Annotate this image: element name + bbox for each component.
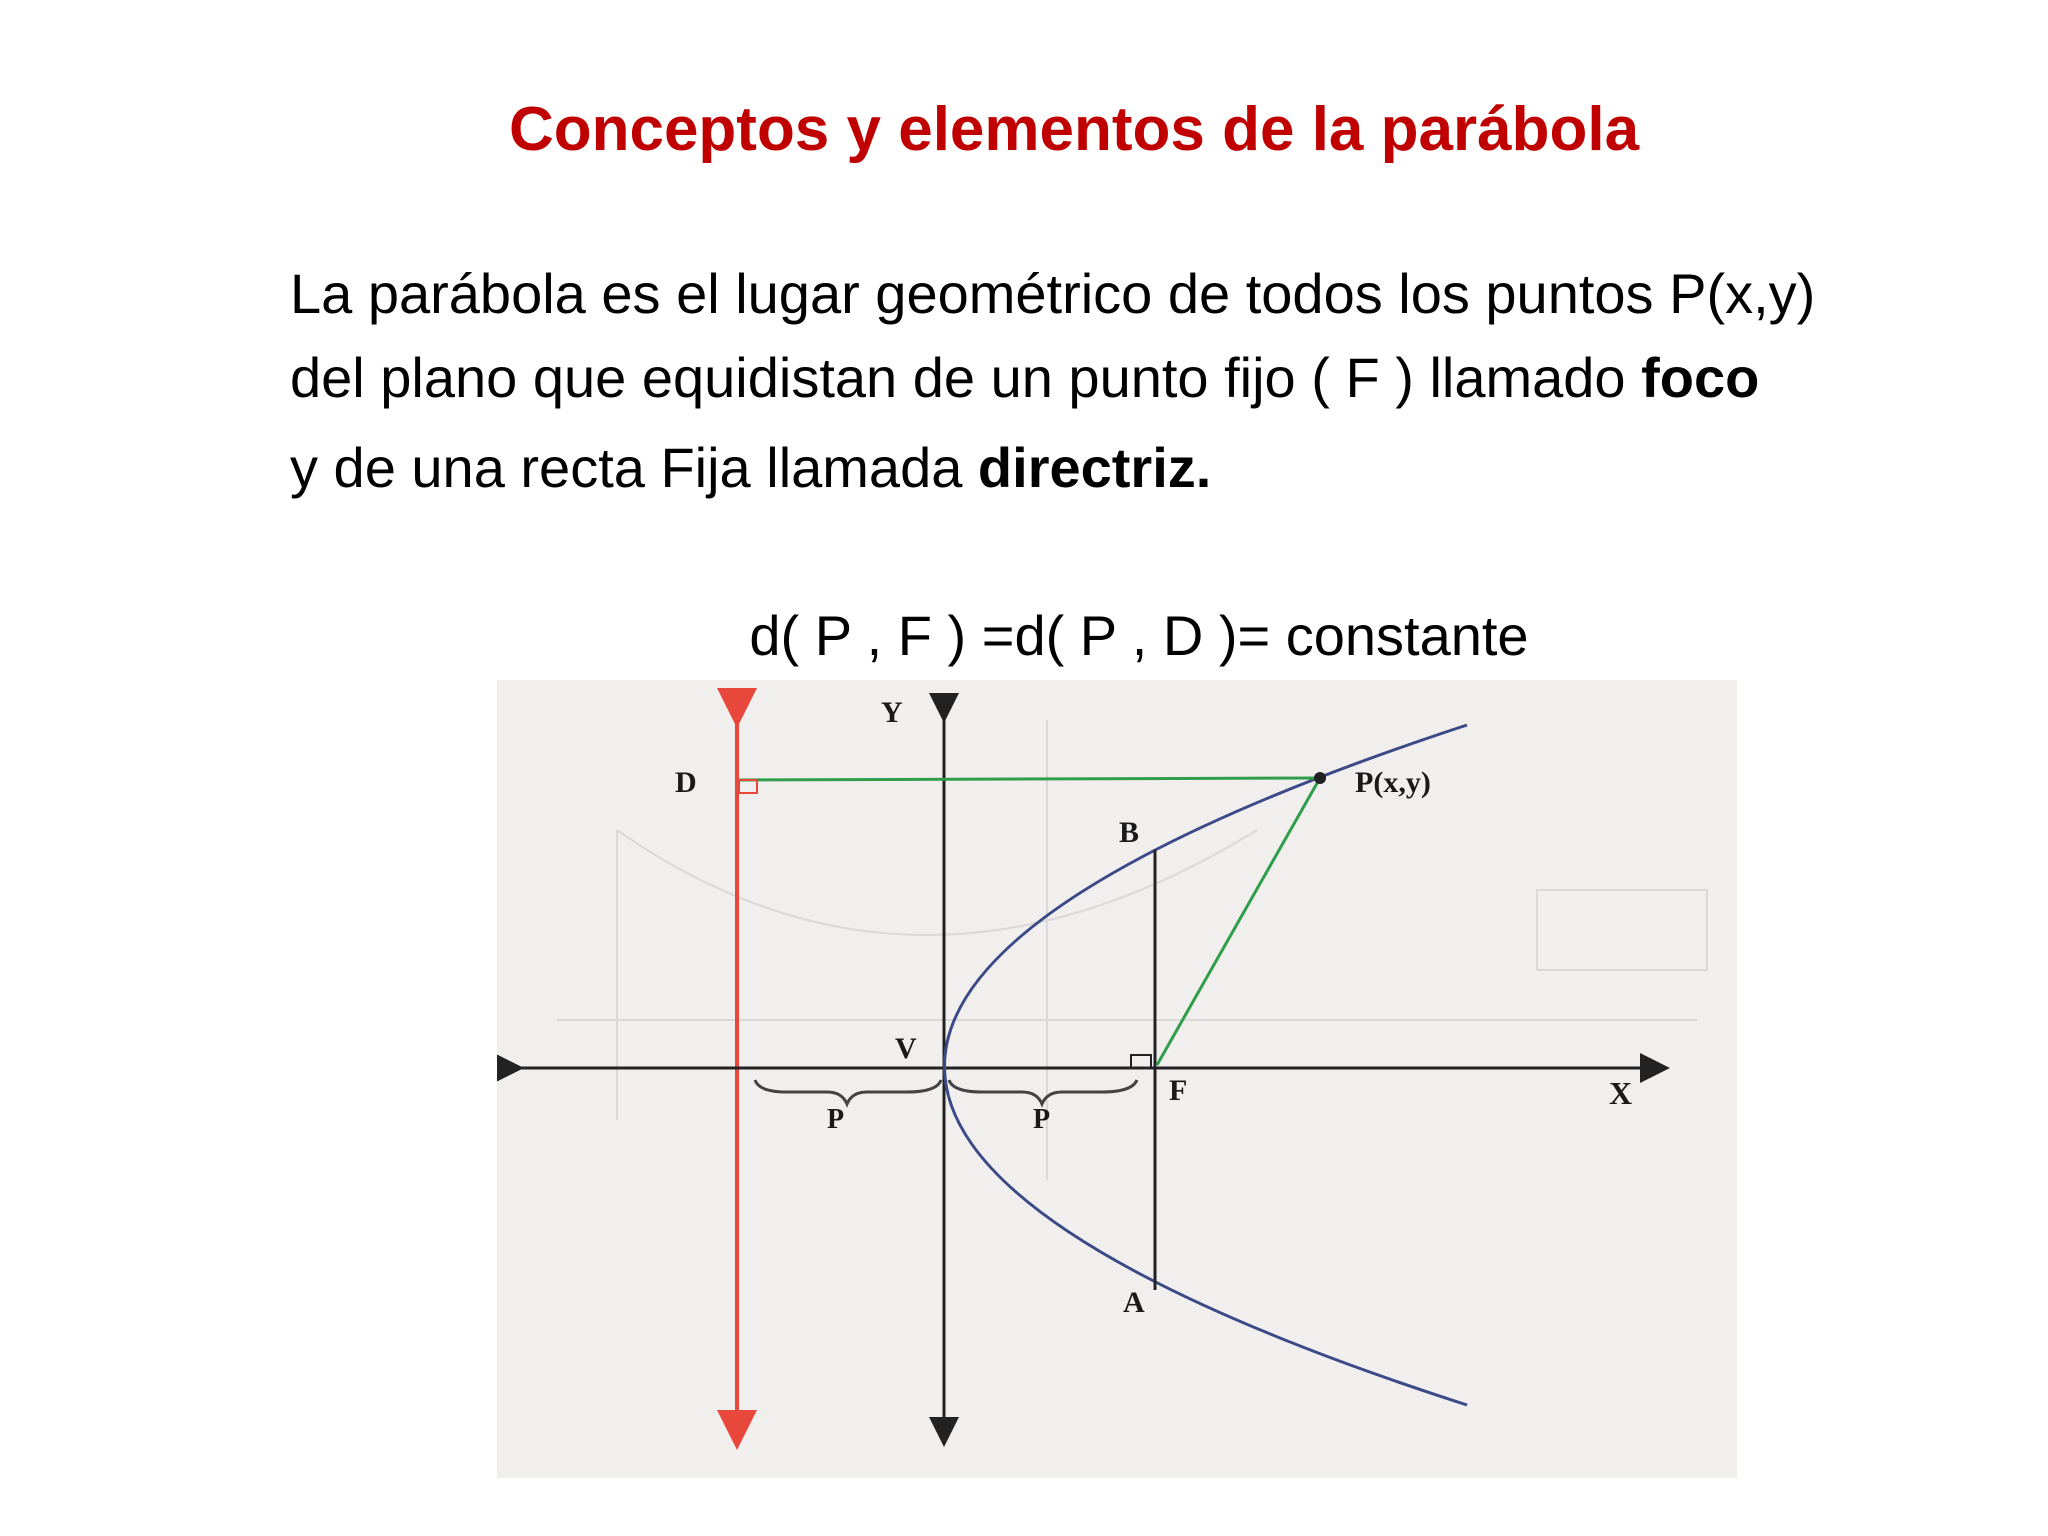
label-point-a: A	[1123, 1286, 1145, 1319]
label-focus-f: F	[1169, 1074, 1188, 1107]
segment-pd	[739, 778, 1320, 780]
definition-line-2	[290, 336, 2030, 420]
focus-term: foco	[1641, 346, 1760, 409]
distance-formula	[0, 596, 2048, 676]
directrix-term: directriz.	[977, 436, 1212, 499]
distance-formula-text: d( P , F ) =d( P , D )= constante	[749, 604, 1529, 667]
definition-line-3	[290, 426, 2030, 510]
scan-background	[557, 720, 1707, 1180]
parabola-diagram	[497, 680, 1737, 1478]
parabola-figure	[497, 680, 1737, 1478]
definition-line-2-text: del plano que equidistan de un punto fijo ( F ) llamado	[290, 346, 1642, 409]
brace-right	[949, 1080, 1137, 1104]
label-x-axis: X	[1609, 1075, 1633, 1111]
label-vertex-v: V	[895, 1032, 917, 1065]
label-y-axis: Y	[881, 696, 903, 729]
slide-title-text: Conceptos y elementos de la parábola	[508, 95, 1640, 164]
label-point-p: P(x,y)	[1355, 766, 1431, 799]
definition-paragraph	[290, 252, 2030, 510]
brace-left	[755, 1080, 941, 1104]
definition-line-1: La parábola es el lugar geométrico de todos los puntos P(x,y)	[290, 262, 1816, 325]
segment-pf	[1157, 778, 1320, 1065]
parabola-curve	[945, 725, 1468, 1405]
right-angle-f	[1131, 1055, 1151, 1068]
definition-line-3-text: y de una recta Fija llamada	[290, 436, 978, 499]
label-p-left: P	[827, 1104, 845, 1135]
point-p-marker	[1314, 772, 1326, 784]
label-point-b: B	[1119, 816, 1140, 849]
slide-title	[0, 92, 2048, 168]
label-point-d: D	[675, 766, 697, 799]
label-p-right: P	[1033, 1104, 1051, 1135]
right-angle-d	[739, 780, 757, 793]
